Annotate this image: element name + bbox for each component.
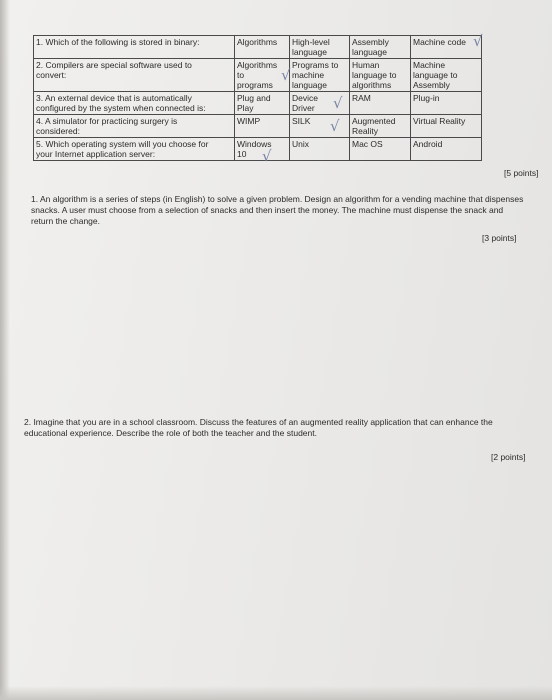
page-bottom-shadow bbox=[0, 686, 552, 700]
question-1-text: 1. An algorithm is a series of steps (in English) to solve a given problem. Design an algorithm for a vending machine that dispenses snacks. A user must choose from a selection of snacks and then insert the money. The machine must dispense the snack and return the change. bbox=[31, 194, 524, 226]
option-cell: Device Driver bbox=[290, 92, 350, 115]
option-cell: Programs to machine language bbox=[290, 59, 350, 92]
multiple-choice-table bbox=[33, 32, 483, 161]
question-cell: 2. Compilers are special software used to convert: bbox=[34, 59, 235, 92]
table-row bbox=[34, 92, 482, 115]
option-cell: Assembly language bbox=[350, 36, 411, 59]
option-cell: Machine language to Assembly bbox=[411, 59, 482, 92]
tick-mark-icon: √ bbox=[281, 66, 291, 84]
page-edge-shadow bbox=[0, 0, 10, 700]
tick-mark-icon: √ bbox=[473, 32, 483, 50]
option-cell: Android bbox=[411, 138, 482, 161]
option-cell: Windows 10 bbox=[235, 138, 290, 161]
option-cell: Unix bbox=[290, 138, 350, 161]
question-2-text: 2. Imagine that you are in a school classroom. Discuss the features of an augmented reality application that can enhance the educational experience. Describe the role of both the teacher and the student. bbox=[24, 417, 493, 438]
table-row bbox=[34, 59, 482, 92]
option-cell: SILK bbox=[290, 115, 350, 138]
table-row bbox=[34, 36, 482, 59]
tick-mark-icon: √ bbox=[330, 117, 340, 135]
question-2-points: [2 points] bbox=[491, 452, 526, 462]
option-cell: Virtual Reality bbox=[411, 115, 482, 138]
option-cell: Human language to algorithms bbox=[350, 59, 411, 92]
tick-mark-icon: √ bbox=[262, 147, 272, 165]
tick-mark-icon: √ bbox=[333, 94, 343, 112]
table-points: [5 points] bbox=[504, 168, 539, 178]
option-cell: Plug and Play bbox=[235, 92, 290, 115]
option-cell: Machine code bbox=[411, 36, 482, 59]
option-cell: Algorithms to programs bbox=[235, 59, 290, 92]
question-cell: 3. An external device that is automatically configured by the system when connected is: bbox=[34, 92, 235, 115]
option-cell: Algorithms bbox=[235, 36, 290, 59]
table-row bbox=[34, 115, 482, 138]
table-row bbox=[34, 138, 482, 161]
option-cell: Mac OS bbox=[350, 138, 411, 161]
question-cell: 4. A simulator for practicing surgery is considered: bbox=[34, 115, 235, 138]
option-cell: RAM bbox=[350, 92, 411, 115]
option-cell: High-level language bbox=[290, 36, 350, 59]
question-cell: 5. Which operating system will you choose for your Internet application server: bbox=[34, 138, 235, 161]
question-1-points: [3 points] bbox=[482, 233, 517, 243]
option-cell: Augmented Reality bbox=[350, 115, 411, 138]
option-cell: WIMP bbox=[235, 115, 290, 138]
option-cell: Plug-in bbox=[411, 92, 482, 115]
question-cell: 1. Which of the following is stored in binary: bbox=[34, 36, 235, 59]
